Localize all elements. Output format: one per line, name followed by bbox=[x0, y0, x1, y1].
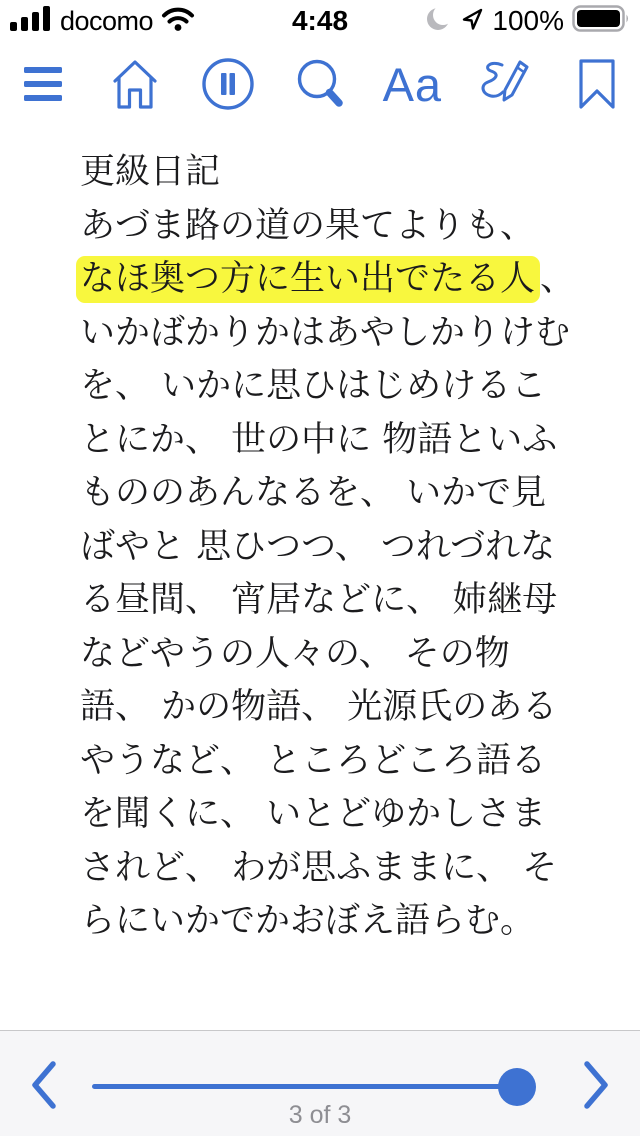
text-line: もののあんなるを、 いかで見 bbox=[80, 473, 547, 513]
reader-toolbar bbox=[0, 48, 640, 120]
text-line: 語、 かの物語、 光源氏のある bbox=[80, 687, 558, 727]
status-bar bbox=[0, 0, 640, 42]
home-button[interactable] bbox=[106, 52, 164, 116]
hamburger-menu-icon bbox=[23, 64, 63, 104]
font-settings-button[interactable] bbox=[383, 52, 441, 116]
search-icon bbox=[293, 56, 347, 112]
text-line: を聞くに、 いとどゆかしさま bbox=[80, 794, 547, 834]
battery-icon bbox=[572, 5, 630, 37]
status-bar-right bbox=[426, 5, 630, 37]
text-line: らにいかでかおぼえ語らむ。 bbox=[80, 901, 536, 941]
wifi-icon bbox=[161, 6, 195, 37]
text-line: などやうの人々の、 その物 bbox=[80, 633, 510, 674]
font-settings-icon: Aa bbox=[382, 57, 443, 111]
annotate-button[interactable] bbox=[476, 52, 534, 116]
text-line: とにか、 世の中に 物語といふ bbox=[80, 419, 558, 460]
bookmark-icon bbox=[576, 58, 618, 110]
page-slider-track[interactable] bbox=[92, 1084, 528, 1089]
battery-percent-label: 100% bbox=[492, 5, 564, 36]
status-bar-left bbox=[10, 5, 195, 37]
text-line: ばやと 思ひつつ、 つれづれな bbox=[80, 526, 556, 567]
bookmark-button[interactable] bbox=[568, 52, 626, 116]
text-line: いかばかりかはあやしかりけむ bbox=[80, 312, 571, 353]
location-services-icon bbox=[460, 7, 484, 36]
reading-area bbox=[80, 146, 610, 949]
page-navigation-bar bbox=[0, 1030, 640, 1136]
book-title: 更級日記 bbox=[80, 152, 221, 192]
text-line: あづま路の道の果てよりも、 bbox=[80, 205, 536, 246]
menu-button[interactable] bbox=[14, 52, 72, 116]
text-line-highlighted bbox=[80, 253, 610, 307]
highlight-suffix: 、 bbox=[540, 259, 576, 299]
pause-audio-button[interactable] bbox=[199, 52, 257, 116]
text-line: やうなど、 ところどころ語る bbox=[80, 740, 547, 781]
clock: 4:48 bbox=[291, 5, 349, 36]
page-indicator: 3 of 3 bbox=[288, 1101, 352, 1129]
signal-strength-icon bbox=[10, 5, 52, 37]
search-button[interactable] bbox=[291, 52, 349, 116]
text-line: を、 いかに思ひはじめけるこ bbox=[80, 366, 547, 406]
do-not-disturb-moon-icon bbox=[426, 6, 452, 37]
text-line: されど、 わが思ふままに、 そ bbox=[80, 847, 558, 888]
scribble-annotate-icon bbox=[476, 56, 534, 112]
pause-icon bbox=[201, 57, 255, 111]
text-line: る昼間、 宵居などに、 姉継母 bbox=[80, 580, 558, 620]
home-icon bbox=[112, 58, 158, 110]
highlighted-text[interactable]: なほ奥つ方に生い出でたる人 bbox=[76, 256, 540, 303]
carrier-label: docomo bbox=[60, 5, 154, 36]
